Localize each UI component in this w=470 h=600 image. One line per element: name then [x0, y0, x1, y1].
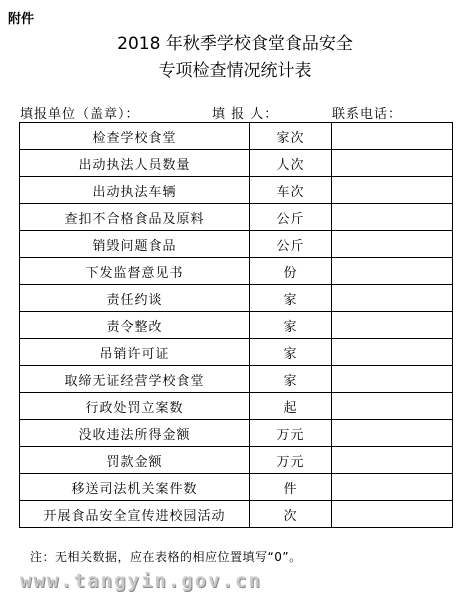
- row-value-cell[interactable]: [332, 420, 453, 447]
- table-row: [20, 366, 453, 393]
- row-value-cell[interactable]: [332, 204, 453, 231]
- row-value-cell[interactable]: [332, 123, 453, 150]
- attachment-label: 附件: [8, 12, 35, 27]
- statistics-table: [19, 122, 453, 528]
- table-row: [20, 393, 453, 420]
- row-unit: 家: [250, 312, 332, 339]
- table-row: [20, 231, 453, 258]
- table-row: [20, 474, 453, 501]
- row-unit: 家: [250, 366, 332, 393]
- row-item-label: 开展食品安全宣传进校园活动: [20, 501, 250, 528]
- document-title-line1: 2018 年秋季学校食堂食品安全: [117, 34, 353, 54]
- table-row: [20, 339, 453, 366]
- row-item-label: 责任约谈: [20, 285, 250, 312]
- site-watermark: www.tangyin.gov.cn: [20, 570, 262, 592]
- row-value-cell[interactable]: [332, 177, 453, 204]
- table-row: [20, 258, 453, 285]
- row-value-cell[interactable]: [332, 474, 453, 501]
- row-item-label: 查扣不合格食品及原料: [20, 204, 250, 231]
- row-value-cell[interactable]: [332, 366, 453, 393]
- row-unit: 人次: [250, 150, 332, 177]
- table-row: [20, 204, 453, 231]
- row-item-label: 检查学校食堂: [20, 123, 250, 150]
- row-value-cell[interactable]: [332, 231, 453, 258]
- fill-phone-label: 联系电话：: [332, 107, 403, 122]
- row-item-label: 行政处罚立案数: [20, 393, 250, 420]
- table-footnote: 注：无相关数据，应在表格的相应位置填写“0”。: [30, 550, 302, 564]
- row-unit: 公斤: [250, 204, 332, 231]
- row-item-label: 出动执法人员数量: [20, 150, 250, 177]
- row-unit: 家次: [250, 123, 332, 150]
- row-value-cell[interactable]: [332, 447, 453, 474]
- row-unit: 件: [250, 474, 332, 501]
- row-unit: 万元: [250, 420, 332, 447]
- row-unit: 次: [250, 501, 332, 528]
- row-item-label: 责令整改: [20, 312, 250, 339]
- table-row: [20, 285, 453, 312]
- table-row: [20, 501, 453, 528]
- row-item-label: 出动执法车辆: [20, 177, 250, 204]
- table-row: [20, 150, 453, 177]
- row-value-cell[interactable]: [332, 258, 453, 285]
- row-value-cell[interactable]: [332, 312, 453, 339]
- row-value-cell[interactable]: [332, 150, 453, 177]
- row-unit: 家: [250, 285, 332, 312]
- document-title-line2: 专项检查情况统计表: [158, 61, 312, 81]
- row-value-cell[interactable]: [332, 285, 453, 312]
- statistics-table-body: [20, 123, 453, 528]
- row-unit: 起: [250, 393, 332, 420]
- row-value-cell[interactable]: [332, 393, 453, 420]
- row-unit: 家: [250, 339, 332, 366]
- row-value-cell[interactable]: [332, 339, 453, 366]
- row-item-label: 罚款金额: [20, 447, 250, 474]
- row-unit: 份: [250, 258, 332, 285]
- row-item-label: 取缔无证经营学校食堂: [20, 366, 250, 393]
- row-item-label: 吊销许可证: [20, 339, 250, 366]
- fill-unit-label: 填报单位（盖章）：: [20, 107, 140, 122]
- row-unit: 车次: [250, 177, 332, 204]
- table-row: [20, 312, 453, 339]
- row-unit: 万元: [250, 447, 332, 474]
- table-row: [20, 177, 453, 204]
- row-item-label: 下发监督意见书: [20, 258, 250, 285]
- table-row: [20, 447, 453, 474]
- table-row: [20, 123, 453, 150]
- row-unit: 公斤: [250, 231, 332, 258]
- table-row: [20, 420, 453, 447]
- row-item-label: 没收违法所得金额: [20, 420, 250, 447]
- fill-person-label: 填 报 人：: [212, 107, 279, 122]
- row-item-label: 移送司法机关案件数: [20, 474, 250, 501]
- row-value-cell[interactable]: [332, 501, 453, 528]
- row-item-label: 销毁问题食品: [20, 231, 250, 258]
